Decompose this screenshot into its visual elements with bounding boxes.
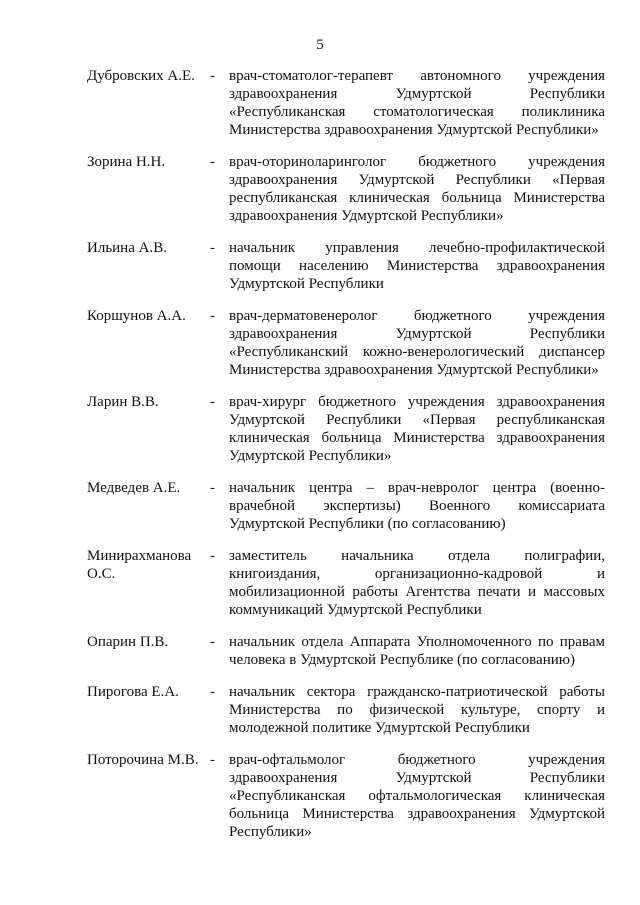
separator-dash: - xyxy=(210,752,215,768)
list-item xyxy=(87,239,605,293)
list-item xyxy=(87,751,605,841)
person-name: Пирогова Е.А. xyxy=(87,684,179,700)
separator-dash: - xyxy=(210,240,215,256)
person-name: Поторочина М.В. xyxy=(87,752,199,768)
list-item xyxy=(87,307,605,379)
separator-dash: - xyxy=(210,634,215,650)
separator-dash: - xyxy=(210,684,215,700)
person-name: Ларин В.В. xyxy=(87,394,159,410)
person-position: врач-стоматолог-терапевт автономного учреждения здравоохранения Удмуртской Республики «Республиканская стоматологическая поликлиника Министерства здравоохранения Удмуртской Республики» xyxy=(229,68,605,138)
list-item xyxy=(87,479,605,533)
person-position: начальник сектора гражданско-патриотической работы Министерства по физической культуре, спорту и молодежной политике Удмуртской Республики xyxy=(229,684,605,736)
list-item xyxy=(87,683,605,737)
separator-dash: - xyxy=(210,548,215,564)
person-name: Коршунов А.А. xyxy=(87,308,186,324)
person-position: начальник отдела Аппарата Уполномоченного по правам человека в Удмуртской Республике (по согласованию) xyxy=(229,634,605,668)
person-position: заместитель начальника отдела полиграфии, книгоиздания, организационно-кадровой и мобилизационной работы Агентства печати и массовых коммуникаций Удмуртской Республики xyxy=(229,548,605,618)
person-name: Опарин П.В. xyxy=(87,634,169,650)
person-name: Зорина Н.Н. xyxy=(87,154,166,170)
person-position: начальник центра – врач-невролог центра (военно-врачебной экспертизы) Военного комиссариата Удмуртской Республики (по согласованию) xyxy=(229,480,605,532)
list-item xyxy=(87,153,605,225)
person-position: начальник управления лечебно-профилактической помощи населению Министерства здравоохранения Удмуртской Республики xyxy=(229,240,605,292)
person-position: врач-офтальмолог бюджетного учреждения здравоохранения Удмуртской Республики «Республиканская офтальмологическая клиническая больница Министерства здравоохранения Удмуртской Республики» xyxy=(229,752,605,840)
person-name: Дубровских А.Е. xyxy=(87,68,195,84)
person-name: Медведев А.Е. xyxy=(87,480,181,496)
person-name: Минирахманова О.С. xyxy=(87,548,192,582)
person-name: Ильина А.В. xyxy=(87,240,167,256)
separator-dash: - xyxy=(210,68,215,84)
person-position: врач-дерматовенеролог бюджетного учреждения здравоохранения Удмуртской Республики «Республиканский кожно-венерологический диспансер Министерства здравоохранения Удмуртской Республики» xyxy=(229,308,605,378)
person-position: врач-хирург бюджетного учреждения здравоохранения Удмуртской Республики «Первая республиканская клиническая больница Министерства здравоохранения Удмуртской Республики» xyxy=(229,394,605,464)
separator-dash: - xyxy=(210,480,215,496)
list-item xyxy=(87,67,605,139)
list-item xyxy=(87,393,605,465)
list-item xyxy=(87,633,605,669)
separator-dash: - xyxy=(210,308,215,324)
person-position: врач-оториноларинголог бюджетного учреждения здравоохранения Удмуртской Республики «Первая республиканская клиническая больница Министерства здравоохранения Удмуртской Республики» xyxy=(229,154,605,224)
separator-dash: - xyxy=(210,394,215,410)
page-number: 5 xyxy=(316,37,324,53)
separator-dash: - xyxy=(210,154,215,170)
list-item xyxy=(87,547,605,619)
member-list xyxy=(87,67,605,841)
